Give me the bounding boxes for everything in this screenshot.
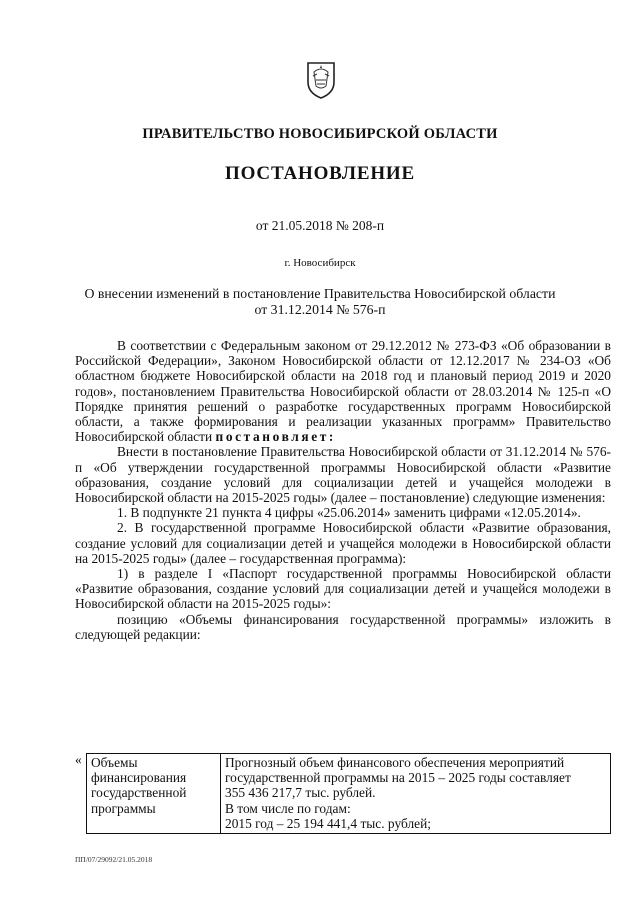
paragraph-3: 2. В государственной программе Новосибирской области «Развитие образования, создание условий для социализации детей и учащейся молодежи в Новосибирской области на 2015-2025 годы» (далее – государственная программа): [75, 520, 611, 566]
value-line: 355 436 217,7 тыс. рублей. [225, 785, 376, 801]
document-type: ПОСТАНОВЛЕНИЕ [225, 163, 415, 184]
label-line: Объемы [91, 755, 138, 770]
value-line: 2015 год – 25 194 441,4 тыс. рублей; [225, 815, 431, 831]
preamble-paragraph [75, 338, 611, 444]
resolves-word: постановляет: [215, 429, 336, 445]
label-line: государственной [91, 785, 187, 801]
decree-subject [0, 286, 640, 318]
label-cell [87, 754, 221, 834]
document-code: ПП/07/29092/21.05.2018 [75, 855, 153, 864]
table-row [87, 754, 611, 834]
value-line: государственной программы на 2015 – 2025 годы составляет [225, 770, 571, 786]
paragraph-2: 1. В подпункте 21 пункта 4 цифры «25.06.2014» заменить цифрами «12.05.2014». [117, 505, 581, 521]
subject-line-1: О внесении изменений в постановление Правительства Новосибирской области [84, 286, 556, 301]
open-quote: « [75, 752, 82, 767]
preamble-text: В соответствии с Федеральным законом от 29.12.2012 № 273-ФЗ «Об образовании в Российской Федерации», Законом Новосибирской области от 12.12.2017 № 234-ОЗ «Об областном бюджете Новосибирской области на 2018 год и плановый период 2019 и 2020 годов», постановлением Правительства Новосибирской области от 28.03.2014 № 125-п «О Порядке принятия решений о разработке государственных программ Новосибирской области, а также формирования и реализации указанных программ» Правительство Новосибирской области [75, 338, 611, 445]
organization-title: ПРАВИТЕЛЬСТВО НОВОСИБИРСКОЙ ОБЛАСТИ [142, 126, 498, 142]
coat-of-arms-icon [304, 60, 338, 100]
label-line: финансирования [91, 770, 187, 786]
paragraph-5: позицию «Объемы финансирования государственной программы» изложить в следующей редакции: [75, 611, 611, 642]
value-line: Прогнозный объем финансового обеспечения мероприятий [225, 755, 565, 770]
value-line: В том числе по годам: [225, 800, 351, 816]
financing-table [86, 753, 611, 834]
subject-line-2: от 31.12.2014 № 576-п [254, 301, 386, 317]
date-and-number: от 21.05.2018 № 208-п [255, 218, 385, 233]
paragraph-4: 1) в разделе I «Паспорт государственной программы Новосибирской области «Развитие образования, создание условий для социализации детей и учащейся молодежи в Новосибирской области на 2015-2025 годы»: [75, 566, 611, 612]
document-body [75, 338, 611, 642]
city: г. Новосибирск [284, 257, 356, 269]
label-line: программы [91, 800, 156, 816]
paragraph-1: Внести в постановление Правительства Новосибирской области от 31.12.2014 № 576-п «Об утверждении государственной программы Новосибирской области «Развитие образования, создание условий для социализации детей и учащейся молодежи в Новосибирской области на 2015-2025 годы» (далее – постановление) следующие изменения: [75, 444, 611, 506]
value-cell [221, 754, 611, 834]
